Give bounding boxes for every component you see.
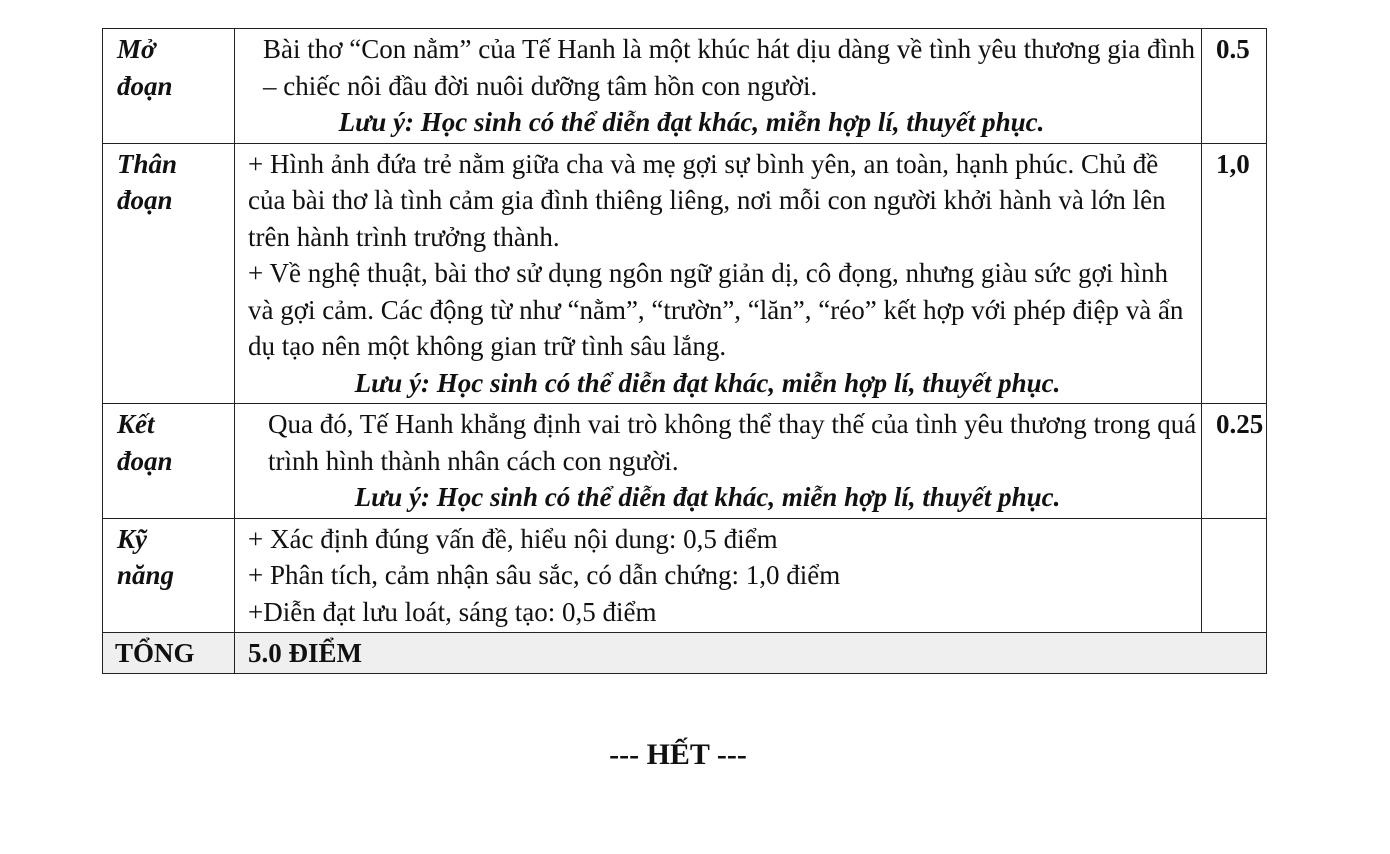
row-label-line: Mở	[117, 34, 156, 64]
row-content	[235, 518, 1202, 633]
row-label	[103, 404, 235, 519]
row-label-line: đoạn	[117, 185, 173, 215]
grading-note: Lưu ý: Học sinh có thể diễn đạt khác, miễn hợp lí, thuyết phục.	[354, 367, 1061, 398]
content-paragraph: + Xác định đúng vấn đề, hiểu nội dung: 0,5 điểm	[248, 523, 778, 554]
rubric-row-conclusion	[103, 404, 1267, 519]
row-label-line: năng	[117, 560, 175, 590]
content-paragraph: Bài thơ “Con nằm” của Tế Hanh là một khúc hát dịu dàng về tình yêu thương gia đình – chiếc nôi đầu đời nuôi dưỡng tâm hồn con người.	[263, 34, 1195, 101]
content-paragraph: + Hình ảnh đứa trẻ nằm giữa cha và mẹ gợi sự bình yên, an toàn, hạnh phúc. Chủ đề của bài thơ là tình cảm gia đình thiêng liêng, nơi mỗi con người khởi hành và lớn lên trên hành trình trưởng thành.	[248, 148, 1166, 252]
content-paragraph: +Diễn đạt lưu loát, sáng tạo: 0,5 điểm	[248, 596, 657, 627]
row-content	[235, 143, 1202, 404]
end-marker: --- HẾT ---	[609, 738, 747, 771]
row-score: 0.5	[1202, 29, 1267, 144]
rubric-row-intro	[103, 29, 1267, 144]
rubric-row-total	[103, 633, 1267, 674]
row-score: 0.25	[1202, 404, 1267, 519]
content-paragraph: Qua đó, Tế Hanh khẳng định vai trò không thể thay thế của tình yêu thương trong quá trình hình thành nhân cách con người.	[268, 409, 1197, 476]
rubric-row-body	[103, 143, 1267, 404]
total-label: TỔNG	[103, 633, 235, 674]
grading-note: Lưu ý: Học sinh có thể diễn đạt khác, miễn hợp lí, thuyết phục.	[338, 107, 1045, 137]
row-score	[1202, 518, 1267, 633]
row-content	[235, 29, 1202, 144]
row-score: 1,0	[1202, 143, 1267, 404]
grading-note: Lưu ý: Học sinh có thể diễn đạt khác, miễn hợp lí, thuyết phục.	[354, 482, 1061, 512]
total-value: 5.0 ĐIỂM	[235, 633, 1267, 674]
row-label	[103, 29, 235, 144]
rubric-row-skills	[103, 518, 1267, 633]
content-paragraph: + Về nghệ thuật, bài thơ sử dụng ngôn ngữ giản dị, cô đọng, nhưng giàu sức gợi hình và gợi cảm. Các động từ như “nằm”, “trườn”, “lăn”, “réo” kết hợp với phép điệp và ẩn dụ tạo nên một không gian trữ tình sâu lắng.	[248, 258, 1184, 361]
row-label-line: đoạn	[117, 70, 173, 101]
row-label-line: đoạn	[117, 445, 173, 476]
content-paragraph: + Phân tích, cảm nhận sâu sắc, có dẫn chứng: 1,0 điểm	[248, 560, 841, 590]
row-label-line: Thân	[117, 148, 178, 179]
row-label-line: Kết	[117, 409, 155, 439]
row-label	[103, 518, 235, 633]
row-label-line: Kỹ	[117, 523, 147, 554]
row-label	[103, 143, 235, 404]
row-content	[235, 404, 1202, 519]
scoring-rubric-table	[102, 28, 1267, 674]
